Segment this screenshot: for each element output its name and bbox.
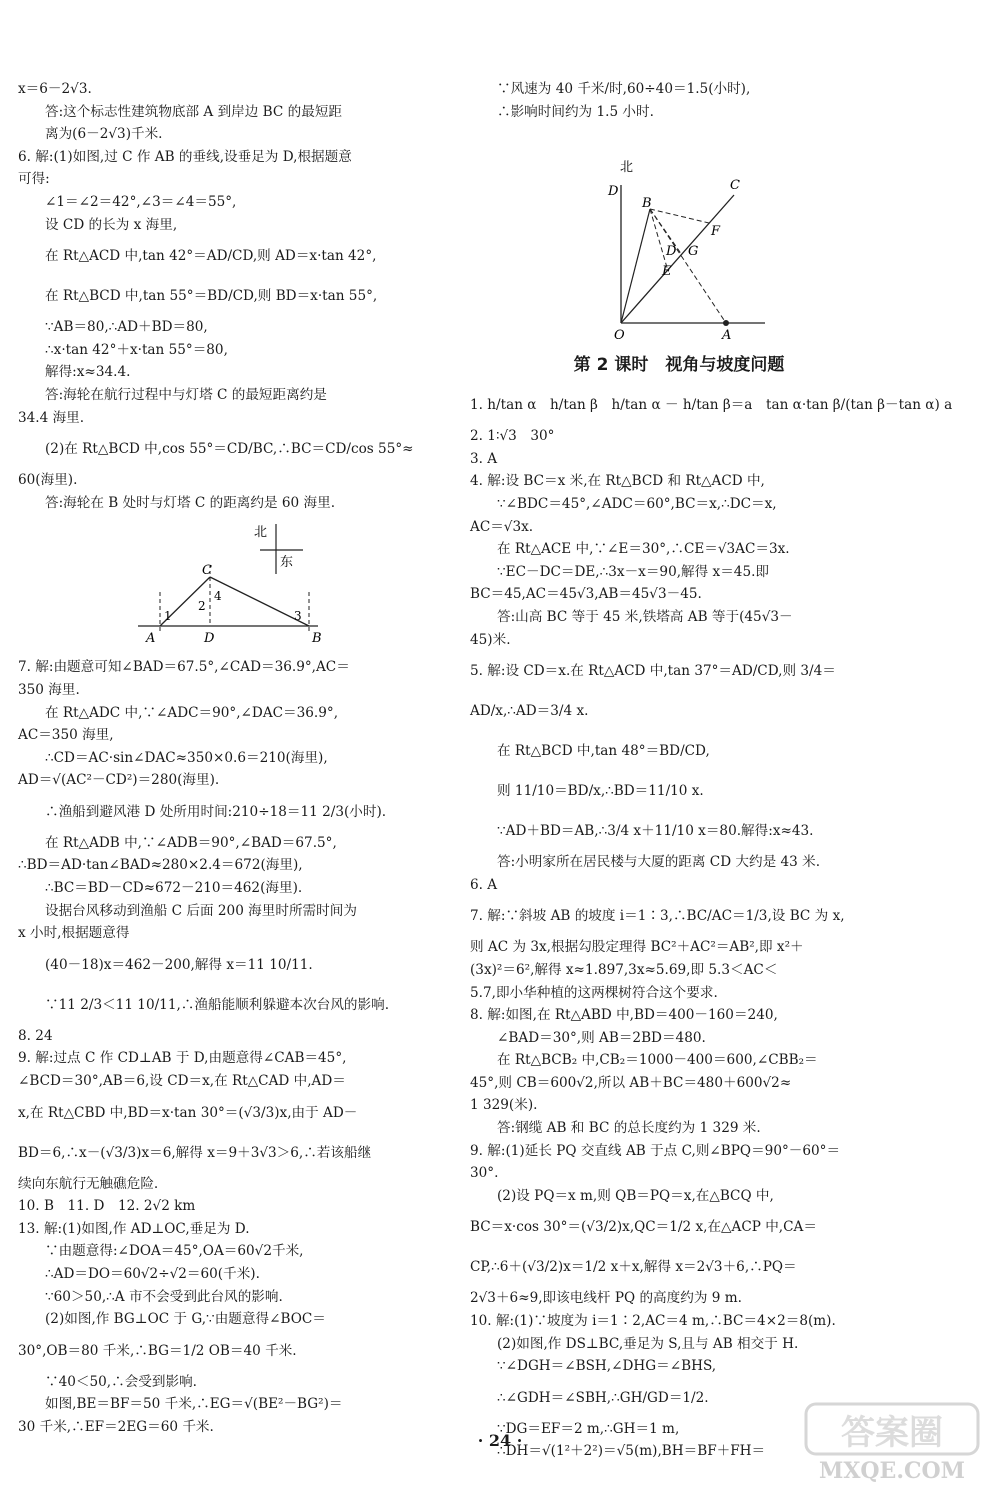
right-text-line: 45)米. (470, 631, 511, 648)
right-text-line: (2)如图,作 DS⊥BC,垂足为 S,且与 AB 相交于 H. (497, 1335, 799, 1352)
right-text-line: ∵∠BDC＝45°,∠ADC＝60°,BC＝x,∴DC＝x, (497, 495, 777, 512)
right-text-line: ∵∠DGH＝∠BSH,∠DHG＝∠BHS, (497, 1358, 717, 1375)
left-text-line: 离为(6－2√3)千米. (45, 126, 163, 143)
fig1-label-A: A (146, 631, 156, 647)
left-text-line: ∵40＜50,∴会受到影响. (45, 1373, 197, 1390)
left-text-line: 答:海轮在 B 处时与灯塔 C 的距离约是 60 海里. (45, 494, 336, 511)
left-text-line: ∴AD＝DO＝60√2÷√2＝60(千米). (45, 1266, 260, 1282)
right-text-line: ∵DG＝EF＝2 m,∴GH＝1 m, (497, 1420, 680, 1437)
left-text-line: 解得:x≈34.4. (45, 364, 131, 381)
right-text-line: ∴∠GDH＝∠SBH,∴GH/GD＝1/2. (497, 1389, 709, 1406)
left-text-line: 设 CD 的长为 x 海里, (45, 216, 178, 233)
left-text-line: x 小时,根据题意得 (18, 925, 130, 942)
right-text-line: 1. h/tan α h/tan β h/tan α － h/tan β＝a tan α·tan β/(tan β－tan α) a (470, 397, 953, 414)
left-text-line: 350 海里. (18, 681, 80, 698)
right-text-line: 7. 解:∵斜坡 AB 的坡度 i＝1∶3,∴BC/AC＝1/3,设 BC 为 x, (470, 908, 845, 925)
left-text-line: ∠BCD＝30°,AB＝6,设 CD＝x,在 Rt△CAD 中,AD＝ (18, 1073, 346, 1090)
left-text-line: 7. 解:由题意可知∠BAD＝67.5°,∠CAD＝36.9°,AC＝ (18, 659, 350, 676)
fig1-angle-4: 4 (214, 589, 222, 604)
left-text-line: ∵AB＝80,∴AD＋BD＝80, (45, 319, 208, 336)
right-text-line: AD/x,∴AD＝3/4 x. (470, 703, 589, 720)
left-text-line: ∴x·tan 42°＋x·tan 55°＝80, (45, 341, 228, 358)
left-text-line: 在 Rt△ACD 中,tan 42°＝AD/CD,则 AD＝x·tan 42°, (45, 248, 377, 265)
left-text-line: 答:海轮在航行过程中与灯塔 C 的最短距离约是 (45, 386, 327, 403)
left-text-line: 设据台风移动到渔船 C 后面 200 海里时所需时间为 (45, 902, 357, 919)
left-text-line: 13. 解:(1)如图,作 AD⊥OC,垂足为 D. (18, 1220, 250, 1237)
right-text-line: ∵风速为 40 千米/时,60÷40＝1.5(小时), (497, 81, 751, 97)
right-text-line: 4. 解:设 BC＝x 米,在 Rt△BCD 和 Rt△ACD 中, (470, 473, 765, 490)
fig2-label-D-mid: D (666, 244, 677, 260)
left-text-line: AD＝√(AC²－CD²)＝280(海里). (18, 772, 220, 789)
svg-text:答案圈: 答案圈 (841, 1413, 943, 1453)
left-text-line: ∵11 2/3＜11 10/11,∴渔船能顺利躲避本次台风的影响. (45, 996, 390, 1013)
left-text-line: 34.4 海里. (18, 409, 85, 426)
right-text-line: 5.7,即小华种植的这两棵树符合这个要求. (470, 984, 718, 1001)
left-text-line: AC＝350 海里, (18, 727, 114, 744)
right-text-line: 答:小明家所在居民楼与大厦的距离 CD 大约是 43 米. (497, 854, 821, 871)
right-text-line: 则 AC 为 3x,根据勾股定理得 BC²＋AC²＝AB²,即 x²＋ (470, 939, 804, 956)
fig2-label-E: E (662, 264, 672, 280)
left-text-line: (40－18)x＝462－200,解得 x＝11 10/11. (45, 956, 313, 973)
right-text-line: 6. A (470, 876, 498, 893)
section-heading: 第 2 课时 视角与坡度问题 (573, 355, 785, 376)
right-text-line: 则 11/10＝BD/x,∴BD＝11/10 x. (497, 783, 704, 800)
left-text-line: 30°,OB＝80 千米,∴BG＝1/2 OB＝40 千米. (18, 1342, 297, 1359)
left-text-line: 9. 解:过点 C 作 CD⊥AB 于 D,由题意得∠CAB＝45°, (18, 1050, 347, 1067)
right-text-line: 30°. (470, 1165, 499, 1182)
right-text-line: 10. 解:(1)∵坡度为 i＝1∶2,AC＝4 m,∴BC＝4×2＝8(m). (470, 1313, 836, 1330)
right-text-line: 在 Rt△ACE 中,∵∠E＝30°,∴CE＝√3AC＝3x. (497, 541, 790, 558)
left-text-line: ∴CD＝AC·sin∠DAC≈350×0.6＝210(海里), (45, 749, 328, 766)
right-text-line: ∴DH＝√(1²＋2²)＝√5(m),BH＝BF＋FH＝ (497, 1443, 766, 1460)
left-text-line: BD＝6,∴x－(√3/3)x＝6,解得 x＝9＋3√3＞6,∴若该船继 (18, 1144, 372, 1161)
figure-lighthouse-diagram (18, 514, 433, 656)
left-text-line: x,在 Rt△CBD 中,BD＝x·tan 30°＝(√3/3)x,由于 AD－ (18, 1104, 358, 1121)
right-text-line: (3x)²＝6²,解得 x≈1.897,3x≈5.69,即 5.3＜AC＜ (470, 961, 778, 978)
left-text-line: 8. 24 (18, 1027, 53, 1044)
fig2-label-D-top: D (608, 184, 619, 200)
fig1-angle-1: 1 (164, 609, 172, 624)
left-text-line: ∴BC＝BD－CD≈672－210＝462(海里). (45, 880, 303, 897)
left-text-line: (2)如图,作 BG⊥OC 于 G,∵由题意得∠BOC＝ (45, 1311, 326, 1328)
right-text-line: 2√3＋6≈9,即该电线杆 PQ 的高度约为 9 m. (470, 1290, 742, 1307)
right-text-line: 1 329(米). (470, 1097, 538, 1114)
fig1-angle-2: 2 (198, 599, 206, 614)
fig2-label-B: B (642, 196, 652, 212)
right-text-line: (2)设 PQ＝x m,则 QB＝PQ＝x,在△BCQ 中, (497, 1187, 774, 1204)
page-number: · 24 · (477, 1431, 523, 1450)
left-text-line: x＝6－2√3. (18, 81, 92, 97)
figure-2-container (470, 123, 888, 345)
right-text-line: 45°,则 CB＝600√2,所以 AB＋BC＝480＋600√2≈ (470, 1074, 792, 1091)
right-text-line: 在 Rt△BCB₂ 中,CB₂＝1000－400＝600,∠CBB₂＝ (497, 1052, 818, 1069)
right-text-line: BC＝45,AC＝45√3,AB＝45√3－45. (470, 586, 702, 603)
left-text-line: 6. 解:(1)如图,过 C 作 AB 的垂线,设垂足为 D,根据题意 (18, 148, 352, 165)
right-text-line: ∵EC－DC＝DE,∴3x－x＝90,解得 x＝45.即 (497, 563, 770, 580)
watermark-logo (804, 1400, 980, 1486)
right-text-line: 答:钢缆 AB 和 BC 的总长度约为 1 329 米. (497, 1120, 761, 1137)
left-text-line: 在 Rt△ADB 中,∵∠ADB＝90°,∠BAD＝67.5°, (45, 834, 337, 851)
left-text-line: 在 Rt△BCD 中,tan 55°＝BD/CD,则 BD＝x·tan 55°, (45, 288, 378, 305)
fig1-angle-3: 3 (294, 609, 302, 624)
fig2-label-G: G (688, 244, 699, 260)
left-column (18, 78, 433, 1439)
right-text-line: 在 Rt△BCD 中,tan 48°＝BD/CD, (497, 743, 710, 760)
left-text-line: 60(海里). (18, 472, 78, 489)
fig2-north-label: 北 (620, 160, 634, 176)
left-text-line: ∵60＞50,∴A 市不会受到此台风的影响. (45, 1288, 283, 1305)
right-text-line: BC＝x·cos 30°＝(√3/2)x,QC＝1/2 x,在△ACP 中,CA＝ (470, 1219, 817, 1236)
fig1-north-label: 北 (254, 525, 268, 541)
left-text-line: ∠1＝∠2＝42°,∠3＝∠4＝55°, (45, 193, 237, 210)
fig2-label-F: F (711, 224, 721, 240)
fig2-label-C: C (730, 178, 740, 194)
right-text-line: ∴影响时间约为 1.5 小时. (497, 103, 654, 120)
left-text-line: ∴BD＝AD·tan∠BAD≈280×2.4＝672(海里), (18, 857, 303, 874)
fig1-label-B: B (312, 631, 322, 647)
fig1-label-C: C (202, 563, 212, 579)
right-text-line: AC＝√3x. (470, 518, 534, 535)
left-text-line: 30 千米,∴EF＝2EG＝60 千米. (18, 1418, 214, 1435)
left-text-line: 可得: (18, 171, 50, 188)
right-text-line: 9. 解:(1)延长 PQ 交直线 AB 于点 C,则∠BPQ＝90°－60°＝ (470, 1142, 841, 1159)
right-text-line: 5. 解:设 CD＝x.在 Rt△ACD 中,tan 37°＝AD/CD,则 3/4＝ (470, 663, 836, 680)
right-text-line: ∵AD＋BD＝AB,∴3/4 x＋11/10 x＝80.解得:x≈43. (497, 823, 814, 840)
left-text-line: ∵由题意得:∠DOA＝45°,OA＝60√2千米, (45, 1243, 304, 1260)
right-text-line: 3. A (470, 450, 498, 467)
right-text-line: 答:山高 BC 等于 45 米,铁塔高 AB 等于(45√3－ (497, 608, 793, 625)
fig2-label-O: O (614, 328, 625, 344)
right-text-line: 8. 解:如图,在 Rt△ABD 中,BD＝400－160＝240, (470, 1007, 778, 1024)
left-text-line: (2)在 Rt△BCD 中,cos 55°＝CD/BC,∴BC＝CD/cos 55°≈ (45, 441, 414, 458)
right-text-line: ∠BAD＝30°,则 AB＝2BD＝480. (497, 1029, 706, 1046)
fig1-east-label: 东 (280, 555, 294, 571)
left-text-line: 续向东航行无触礁危险. (18, 1175, 159, 1192)
left-text-line: 答:这个标志性建筑物底部 A 到岸边 BC 的最短距 (45, 103, 343, 120)
left-text-line: 在 Rt△ADC 中,∵∠ADC＝90°,∠DAC＝36.9°, (45, 704, 339, 721)
left-text-line: 如图,BE＝BF＝50 千米,∴EG＝√(BE²－BG²)＝ (45, 1396, 343, 1413)
fig2-label-A: A (722, 328, 732, 344)
left-text-line: 10. B 11. D 12. 2√2 km (18, 1198, 196, 1215)
fig1-label-D: D (204, 631, 215, 647)
figure-typhoon-diagram (470, 123, 888, 345)
figure-1-container (18, 514, 433, 656)
right-text-line: CP,∴6＋(√3/2)x＝1/2 x＋x,解得 x＝2√3＋6,∴PQ＝ (470, 1259, 797, 1276)
svg-text:MXQE.COM: MXQE.COM (818, 1458, 966, 1484)
right-text-line: 2. 1∶√3 30° (470, 428, 555, 445)
left-text-line: ∴渔船到避风港 D 处所用时间:210÷18＝11 2/3(小时). (45, 803, 387, 820)
